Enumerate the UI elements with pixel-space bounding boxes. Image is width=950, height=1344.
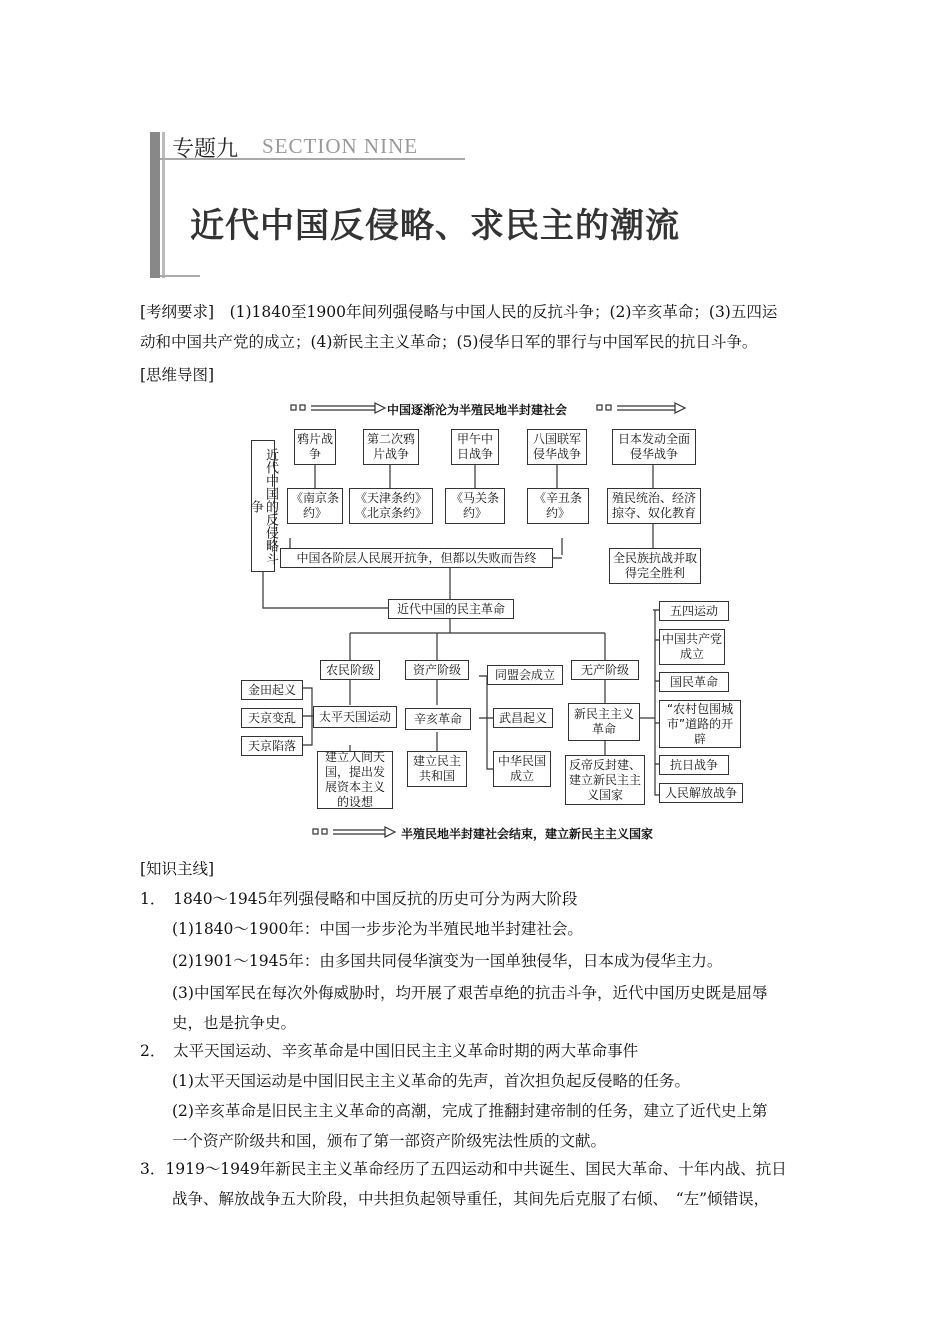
xinhai-result: 建立民主共和国 — [407, 751, 467, 787]
ccp-founded: 中国共产党成立 — [659, 629, 725, 665]
treaty-tianjin-beijing: 《天津条约》《北京条约》 — [349, 488, 433, 524]
header-rule-bottom — [160, 275, 200, 277]
new-democratic-result: 反帝反封建、建立新民主主义国家 — [565, 755, 645, 805]
may-fourth: 五四运动 — [659, 601, 729, 621]
war-japan-full: 日本发动全面侵华战争 — [612, 429, 696, 465]
requirements-line-2: 动和中国共产党的成立；(4)新民主主义革命；(5)侵华日军的罪行与中国军民的抗日斗争。 — [140, 333, 758, 351]
anti-japanese-war: 抗日战争 — [659, 755, 729, 775]
resistance-failed: 中国各阶层人民展开抗争，但都以失败而告终 — [280, 548, 553, 568]
war-eight-nations: 八国联军侵华战争 — [527, 429, 587, 465]
mind-map — [235, 395, 755, 845]
new-democratic-revolution: 新民主主义革命 — [568, 703, 640, 741]
taiping-result: 建立人间天国，提出发展资本主义的设想 — [317, 751, 393, 809]
tianjing-incident: 天京变乱 — [241, 708, 303, 728]
section-label: SECTION NINE — [262, 134, 419, 158]
class-proletariat: 无产阶级 — [571, 660, 639, 680]
knowledge-1b: (2)1901～1945年：由多国共同侵华演变为一国单独侵华，日本成为侵华主力。 — [172, 952, 723, 970]
top-banner: 中国逐渐沦为半殖民地半封建社会 — [387, 403, 568, 417]
war-sino-japanese: 甲午中日战争 — [451, 429, 499, 465]
roc-founded: 中华民国成立 — [493, 751, 551, 787]
war-second-opium: 第二次鸦片战争 — [363, 429, 419, 465]
treaty-shimonoseki: 《马关条约》 — [445, 488, 505, 524]
liberation-war: 人民解放战争 — [659, 783, 743, 803]
colonial-rule: 殖民统治、经济掠夺、奴化教育 — [607, 488, 701, 524]
knowledge-3-line2: 战争、解放战争五大阶段，中共担负起领导重任，其间先后克服了右倾、 “左”倾错误， — [172, 1190, 770, 1208]
bottom-banner: 半殖民地半封建社会结束，建立新民主主义国家 — [401, 827, 654, 841]
tianjing-fall: 天京陷落 — [241, 736, 303, 756]
knowledge-1c-line2: 史，也是抗争史。 — [172, 1014, 297, 1032]
class-peasant: 农民阶级 — [320, 660, 380, 680]
war-opium: 鸦片战争 — [294, 429, 336, 465]
treaty-boxer: 《辛丑条约》 — [527, 488, 589, 524]
knowledge-heading: [知识主线] — [140, 860, 215, 878]
wuchang-uprising: 武昌起义 — [493, 708, 553, 728]
knowledge-2: 2． 太平天国运动、辛亥革命是中国旧民主主义革命时期的两大革命事件 — [140, 1042, 639, 1060]
anti-aggression-label: 近代中国的反侵略斗争 — [251, 440, 275, 572]
xinhai-revolution: 辛亥革命 — [405, 708, 471, 730]
header-bar-inner — [162, 132, 165, 278]
mindmap-heading: [思维导图] — [140, 366, 215, 384]
knowledge-2b-line1: (2)辛亥革命是旧民主主义革命的高潮，完成了推翻封建帝制的任务，建立了近代史上第 — [172, 1102, 768, 1120]
treaty-nanjing: 《南京条约》 — [287, 488, 343, 524]
jintian-uprising: 金田起义 — [241, 680, 303, 700]
national-revolution: 国民革命 — [659, 672, 729, 692]
page-title: 近代中国反侵略、求民主的潮流 — [190, 206, 680, 246]
knowledge-1a: (1)1840～1900年：中国一步步沦为半殖民地半封建社会。 — [172, 920, 583, 938]
class-bourgeois: 资产阶级 — [405, 660, 469, 680]
knowledge-2a: (1)太平天国运动是中国旧民主主义革命的先声，首次担负起反侵略的任务。 — [172, 1072, 690, 1090]
knowledge-2b-line2: 一个资产阶级共和国，颁布了第一部资产阶级宪法性质的文献。 — [172, 1132, 607, 1150]
tongmenghui: 同盟会成立 — [487, 665, 563, 685]
topic-label: 专题九 — [172, 137, 239, 162]
full-victory: 全民族抗战并取得完全胜利 — [609, 548, 701, 584]
knowledge-1: 1． 1840～1945年列强侵略和中国反抗的历史可分为两大阶段 — [140, 890, 578, 908]
rural-encircle-city: “农村包围城市”道路的开辟 — [659, 700, 741, 748]
requirements-line-1: [考纲要求] (1)1840至1900年间列强侵略与中国人民的反抗斗争；(2)辛亥革命；(3)五四运 — [140, 303, 778, 321]
header-bar — [150, 132, 160, 278]
democratic-revolution: 近代中国的民主革命 — [388, 599, 514, 619]
knowledge-1c-line1: (3)中国军民在每次外侮威胁时，均开展了艰苦卓绝的抗击斗争，近代中国历史既是屈辱 — [172, 984, 768, 1002]
knowledge-3-line1: 3．1919～1949年新民主主义革命经历了五四运动和中共诞生、国民大革命、十年内战、抗日 — [140, 1160, 787, 1178]
taiping-movement: 太平天国运动 — [313, 706, 397, 728]
